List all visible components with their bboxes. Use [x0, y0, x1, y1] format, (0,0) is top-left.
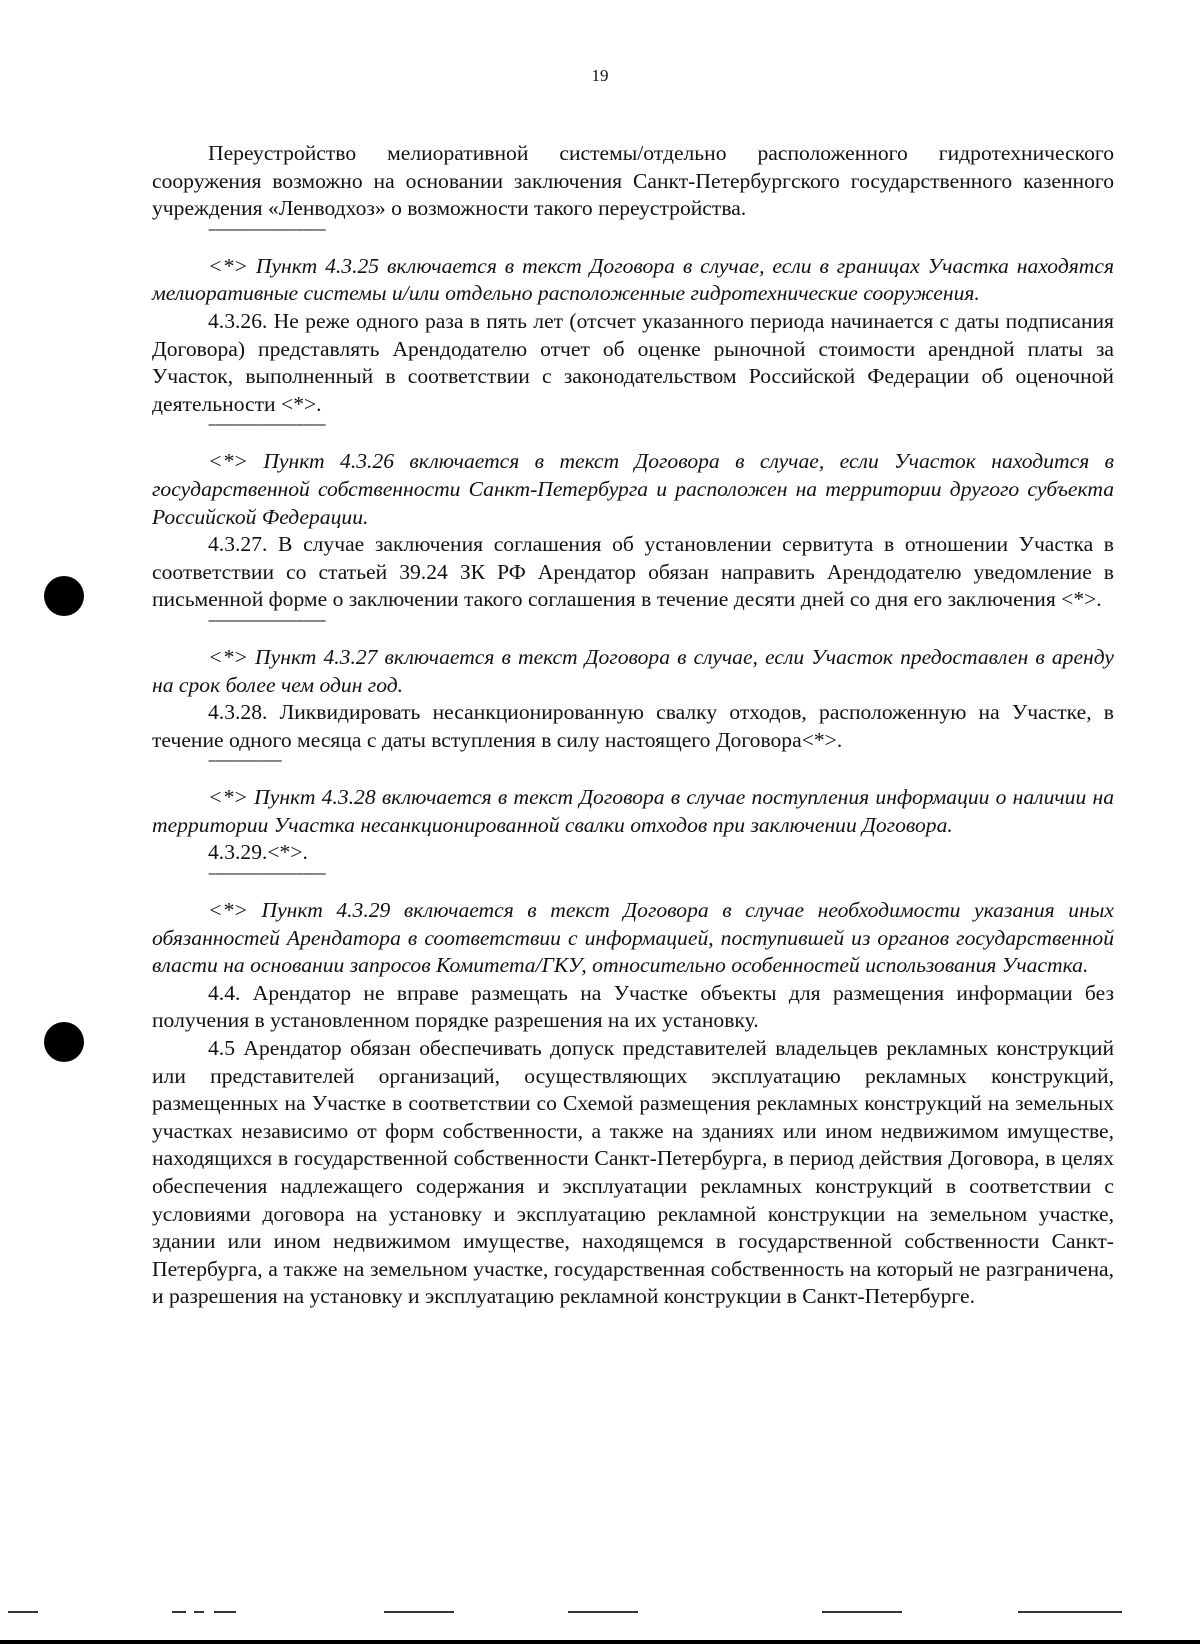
clause-4-4: 4.4. Арендатор не вправе размещать на Участке объекты для размещения информации без получения в установленном порядке разрешения на их установку.	[152, 980, 1114, 1033]
clause-4-5: 4.5 Арендатор обязан обеспечивать допуск представителей владельцев рекламных конструкций или представителей организаций, осуществляющих эксплуатацию рекламных конструкций, размещенных на Участке в соответствии со Схемой размещения рекламных конструкций на земельных участках независимо от форм собственности, а также на зданиях или ином недвижимом имуществе, находящихся в государственной собственности Санкт-Петербурга, в период действия Договора, в целях обеспечения надлежащего содержания и эксплуатации рекламных конструкций в соответствии с условиями договора на установку и эксплуатацию рекламной конструкции на земельном участке, здании или ином недвижимом имуществе, находящемся в государственной собственности Санкт-Петербурга, а также на земельном участке, государственная собственность на который не разграничена, и разрешения на установку и эксплуатацию рекламной конструкции в Санкт-Петербурге.	[152, 1036, 1114, 1309]
footnote-4-3-25: <*> Пункт 4.3.25 включается в текст Договора в случае, если в границах Участка находятся мелиоративные системы и/или отдельно расположенные гидротехнические сооружения.	[152, 253, 1114, 306]
footnote-4-3-29: <*> Пункт 4.3.29 включается в текст Договора в случае необходимости указания иных обязанностей Арендатора в соответствии с информацией, поступившей из органов государственной власти на основании запросов Комитета/ГКУ, относительно особенностей использования Участка.	[152, 898, 1114, 978]
footnote-separator: --------------------------------	[208, 867, 326, 882]
scan-bottom-edge	[0, 1640, 1200, 1644]
footnote-separator: --------------------	[208, 754, 282, 769]
footnote-4-3-26: <*> Пункт 4.3.26 включается в текст Договора в случае, если Участок находится в государственной собственности Санкт-Петербурга и расположен на территории другого субъекта Российской Федерации.	[152, 449, 1114, 529]
clause-4-3-29: 4.3.29.<*>.	[208, 840, 308, 865]
punch-hole-mark	[44, 576, 84, 616]
punch-hole-mark	[44, 1022, 84, 1062]
footnote-4-3-27: <*> Пункт 4.3.27 включается в текст Договора в случае, если Участок предоставлен в аренду на срок более чем один год.	[152, 644, 1114, 697]
footnote-separator: --------------------------------	[208, 613, 326, 628]
scan-artifact-marks	[0, 1611, 1200, 1615]
page-number: 19	[591, 66, 609, 85]
paragraph-reconstruction: Переустройство мелиоративной системы/отдельно расположенного гидротехнического сооружения возможно на основании заключения Санкт-Петербургского государственного казенного учреждения «Ленводхоз» о возможности такого переустройства.	[152, 141, 1114, 221]
document-body	[152, 140, 1114, 1311]
footnote-separator: --------------------------------	[208, 418, 326, 433]
clause-4-3-26: 4.3.26. Не реже одного раза в пять лет (отсчет указанного периода начинается с даты подписания Договора) представлять Арендодателю отчет об оценке рыночной стоимости арендной платы за Участок, выполненный в соответствии с законодательством Российской Федерации об оценочной деятельности <*>.	[152, 308, 1114, 416]
footnote-separator: --------------------------------	[208, 222, 326, 237]
footnote-4-3-28: <*> Пункт 4.3.28 включается в текст Договора в случае поступления информации о наличии на территории Участка несанкционированной свалки отходов при заключении Договора.	[152, 785, 1114, 837]
clause-4-3-27: 4.3.27. В случае заключения соглашения об установлении сервитута в отношении Участка в соответствии со статьей 39.24 ЗК РФ Арендатор обязан направить Арендодателю уведомление в письменной форме о заключении такого соглашения в течение десяти дней со дня его заключения <*>.	[152, 532, 1114, 612]
clause-4-3-28: 4.3.28. Ликвидировать несанкционированную свалку отходов, расположенную на Участке, в течение одного месяца с даты вступления в силу настоящего Договора<*>.	[152, 700, 1114, 752]
